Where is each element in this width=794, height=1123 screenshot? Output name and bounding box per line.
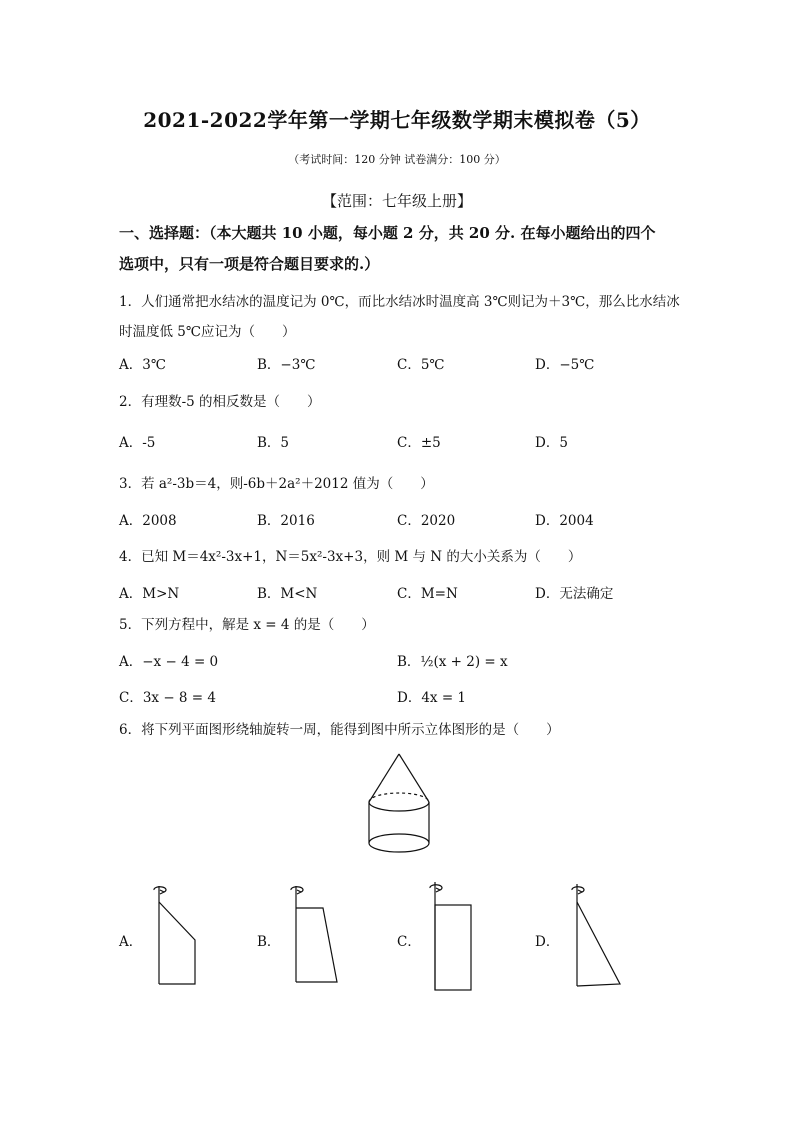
question-3-option-d: D．2004 [535, 513, 594, 529]
question-6-option-d: D． [535, 934, 560, 950]
question-1-option-d: D．−5℃ [535, 357, 595, 373]
question-5-option-a: A．−x − 4 = 0 [119, 654, 219, 670]
exam-range: 【范围：七年级上册】 [321, 192, 472, 210]
section-heading-line1: 一、选择题：（本大题共 10 小题，每小题 2 分，共 20 分. 在每小题给出的四个 [119, 224, 656, 242]
question-4-text: 4．已知 M＝4x²-3x+1，N＝5x²-3x+3，则 M 与 N 的大小关系为（ ） [119, 549, 582, 565]
question-5-option-d: D．4x = 1 [397, 690, 467, 706]
question-2-option-c: C．±5 [397, 435, 441, 451]
option-a-shape [145, 880, 205, 990]
question-4-option-d: D．无法确定 [535, 586, 614, 602]
option-b-shape [285, 880, 345, 990]
question-1-option-a: A．3℃ [119, 357, 166, 373]
exam-info: （考试时间：120 分钟 试卷满分：100 分） [288, 153, 506, 166]
page-title: 2021-2022学年第一学期七年级数学期末模拟卷（5） [143, 108, 651, 132]
question-4-option-c: C．M=N [397, 586, 458, 602]
question-6-option-c: C． [397, 934, 421, 950]
question-5-option-b: B．½(x + 2) = x [397, 654, 508, 670]
question-2-option-a: A．-5 [119, 435, 156, 451]
question-1-option-b: B．−3℃ [257, 357, 316, 373]
question-5-option-c: C．3x − 8 = 4 [119, 690, 216, 706]
question-2-option-b: B．5 [257, 435, 290, 451]
option-d-shape [566, 880, 626, 990]
question-4-option-b: B．M<N [257, 586, 318, 602]
question-5-text: 5．下列方程中，解是 x = 4 的是（ ） [119, 617, 375, 633]
question-1-text-line2: 时温度低 5℃应记为（ ） [119, 324, 296, 340]
question-3-option-a: A．2008 [119, 513, 177, 529]
option-c-shape [424, 878, 484, 996]
cone-cylinder-figure [360, 752, 440, 860]
question-3-option-b: B．2016 [257, 513, 315, 529]
question-6-option-b: B． [257, 934, 281, 950]
question-3-text: 3．若 a²-3b＝4，则-6b＋2a²＋2012 值为（ ） [119, 476, 434, 492]
question-1-text-line1: 1．人们通常把水结冰的温度记为 0℃，而比水结冰时温度高 3℃则记为＋3℃，那么比水结冰 [119, 294, 680, 310]
question-6-option-a: A． [119, 934, 143, 950]
question-2-option-d: D．5 [535, 435, 568, 451]
question-3-option-c: C．2020 [397, 513, 456, 529]
section-heading-line2: 选项中，只有一项是符合题目要求的.） [119, 255, 380, 273]
question-1-option-c: C．5℃ [397, 357, 445, 373]
question-2-text: 2．有理数-5 的相反数是（ ） [119, 394, 321, 410]
question-4-option-a: A．M>N [119, 586, 180, 602]
question-6-text: 6．将下列平面图形绕轴旋转一周，能得到图中所示立体图形的是（ ） [119, 722, 560, 738]
